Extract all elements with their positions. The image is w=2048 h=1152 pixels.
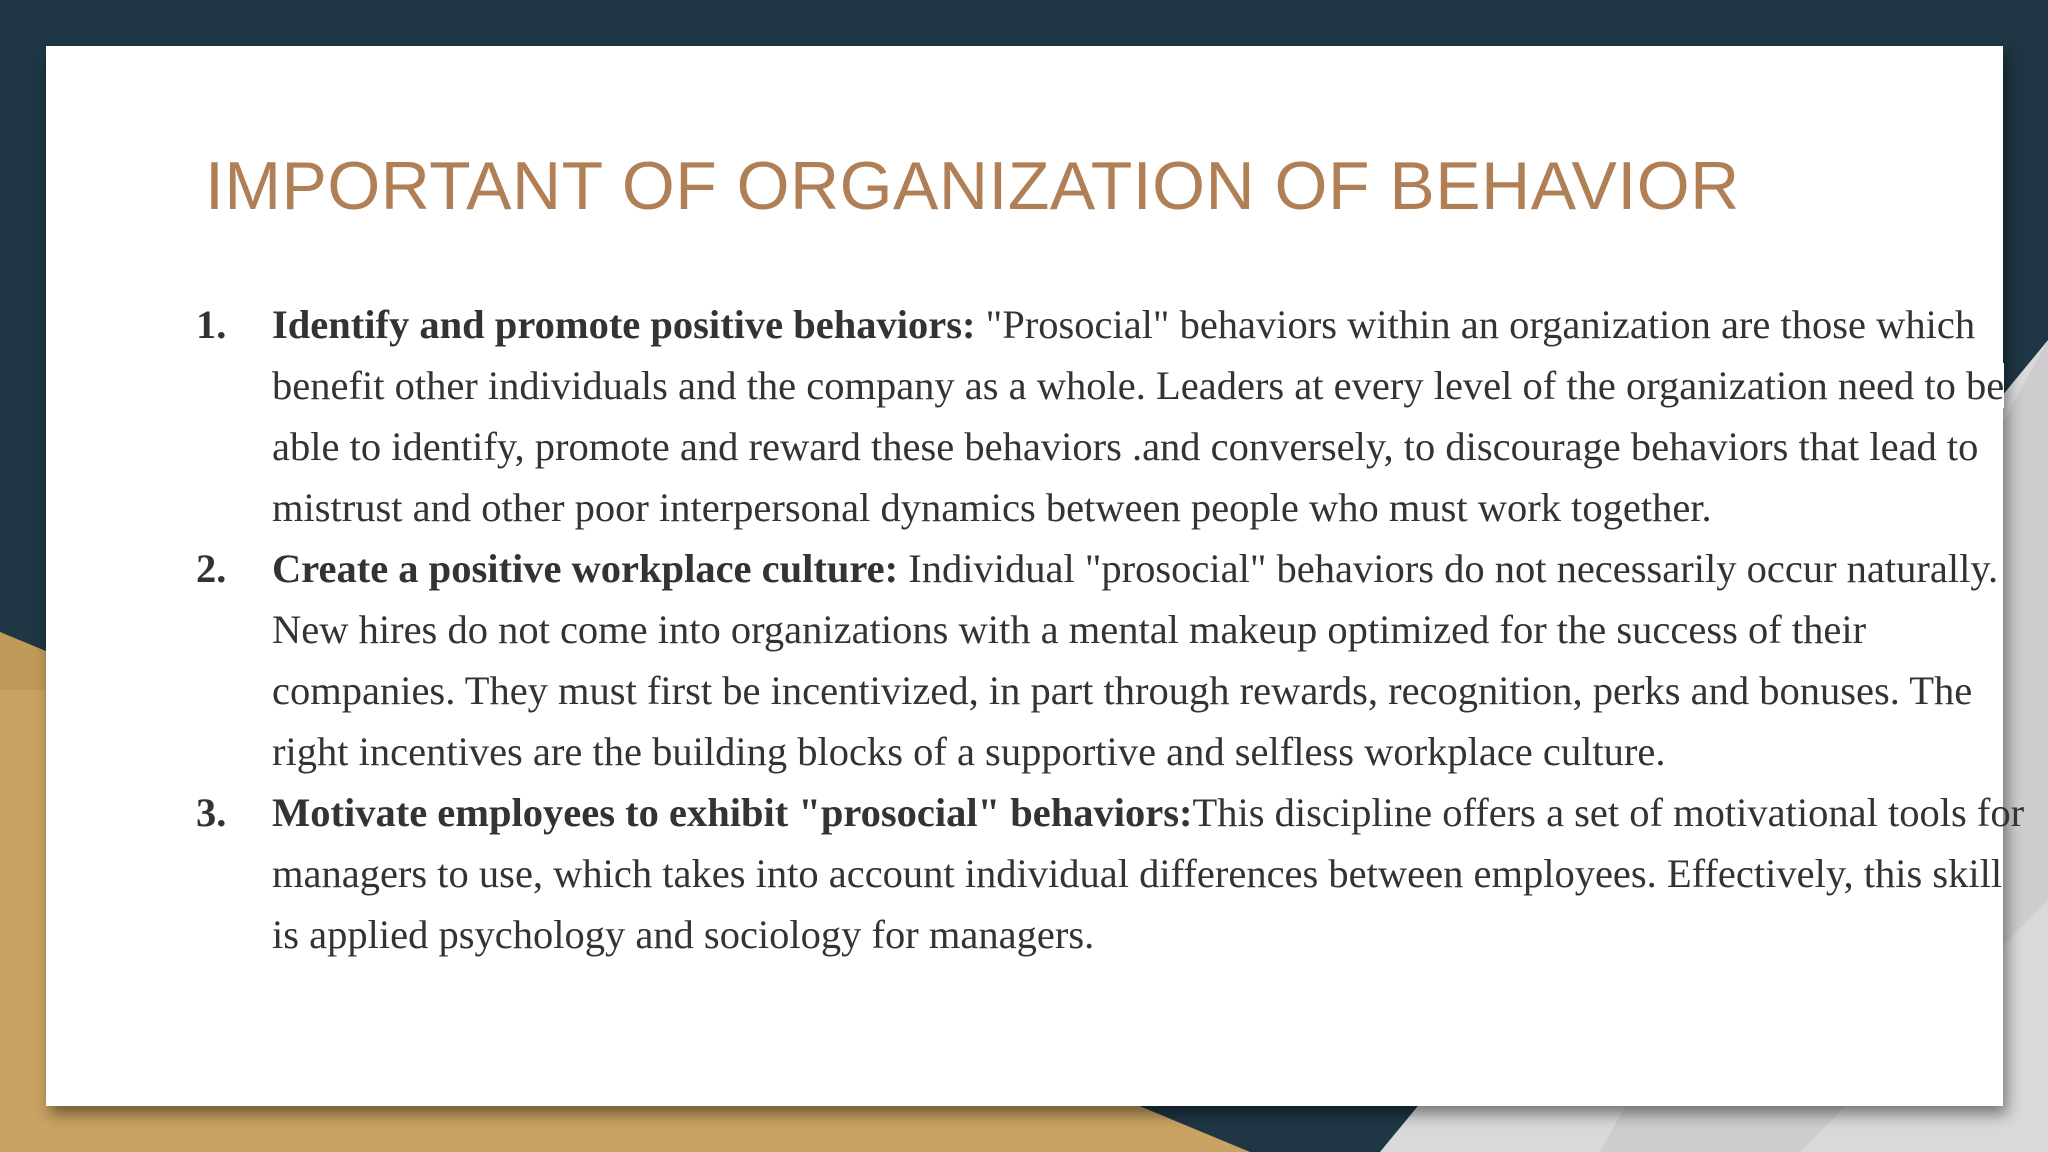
list-item bbox=[196, 294, 2026, 538]
list-number: 2. bbox=[196, 546, 227, 591]
list-item-body: This discipline offers a set of motivational tools for managers to use, which takes into account individual differences between employees. Effectively, this skill is applied psychology and sociology for managers. bbox=[272, 790, 2025, 957]
list-item bbox=[196, 538, 2026, 782]
list-item-body: "Prosocial" behaviors within an organization are those which benefit other individuals and the company as a whole. Leaders at every level of the organization need to be able to identify, promote and reward these behaviors .and conversely, to discourage behaviors that lead to mistrust and other poor interpersonal dynamics between people who must work together. bbox=[272, 302, 2005, 530]
list-item bbox=[196, 782, 2026, 965]
list-item-text bbox=[272, 790, 2024, 957]
list-item-body: Individual "prosocial" behaviors do not necessarily occur naturally. New hires do not come into organizations with a mental makeup optimized for the success of their companies. They must first be incentivized, in part through rewards, recognition, perks and bonuses. The right incentives are the building blocks of a supportive and selfless workplace culture. bbox=[272, 546, 1999, 774]
slide-title: IMPORTANT OF ORGANIZATION OF BEHAVIOR bbox=[205, 148, 1740, 224]
list-item-heading: Identify and promote positive behaviors: bbox=[272, 302, 976, 347]
list-number: 3. bbox=[196, 790, 227, 835]
list-item-heading: Create a positive workplace culture: bbox=[272, 546, 899, 591]
list-item-heading: Motivate employees to exhibit "prosocial" behaviors: bbox=[272, 790, 1193, 835]
list-number: 1. bbox=[196, 302, 227, 347]
importance-list bbox=[196, 294, 2026, 965]
list-item-text bbox=[272, 546, 1998, 774]
list-item-text bbox=[272, 302, 2004, 530]
